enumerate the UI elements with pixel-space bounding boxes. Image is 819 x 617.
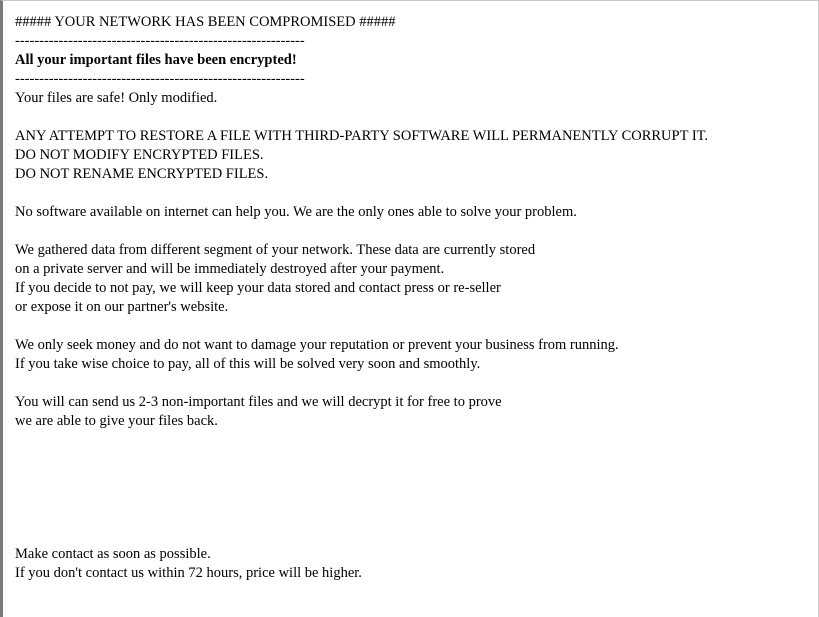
separator-top: ------------------------------------------------------------ <box>15 33 305 49</box>
separator-bottom: ------------------------------------------------------------ <box>15 71 305 87</box>
spacer <box>15 374 815 393</box>
safe-line: Your files are safe! Only modified. <box>15 90 218 106</box>
spacer <box>15 431 815 545</box>
ransom-note-text[interactable] <box>15 13 815 583</box>
warning-line: ANY ATTEMPT TO RESTORE A FILE WITH THIRD-PARTY SOFTWARE WILL PERMANENTLY CORRUPT IT. <box>15 128 709 144</box>
spacer <box>15 222 815 241</box>
spacer <box>15 184 815 203</box>
software-line: No software available on internet can help you. We are the only ones able to solve your problem. <box>15 204 577 220</box>
money-paragraph-line: If you take wise choice to pay, all of this will be solved very soon and smoothly. <box>15 356 481 372</box>
note-headline: All your important files have been encrypted! <box>15 52 297 68</box>
spacer <box>15 108 815 127</box>
data-paragraph-line: on a private server and will be immediately destroyed after your payment. <box>15 261 445 277</box>
money-paragraph-line: We only seek money and do not want to damage your reputation or prevent your business from running. <box>15 337 619 353</box>
data-paragraph-line: If you decide to not pay, we will keep your data stored and contact press or re-seller <box>15 280 501 296</box>
data-paragraph-line: We gathered data from different segment of your network. These data are currently stored <box>15 242 536 258</box>
proof-paragraph-line: we are able to give your files back. <box>15 413 218 429</box>
note-header: ##### YOUR NETWORK HAS BEEN COMPROMISED ##### <box>15 14 396 30</box>
contact-paragraph-line: If you don't contact us within 72 hours, price will be higher. <box>15 565 362 581</box>
contact-paragraph-line: Make contact as soon as possible. <box>15 546 211 562</box>
data-paragraph-line: or expose it on our partner's website. <box>15 299 229 315</box>
spacer <box>15 317 815 336</box>
proof-paragraph-line: You will can send us 2-3 non-important files and we will decrypt it for free to prove <box>15 394 502 410</box>
warning-line: DO NOT MODIFY ENCRYPTED FILES. <box>15 147 264 163</box>
warning-line: DO NOT RENAME ENCRYPTED FILES. <box>15 166 269 182</box>
